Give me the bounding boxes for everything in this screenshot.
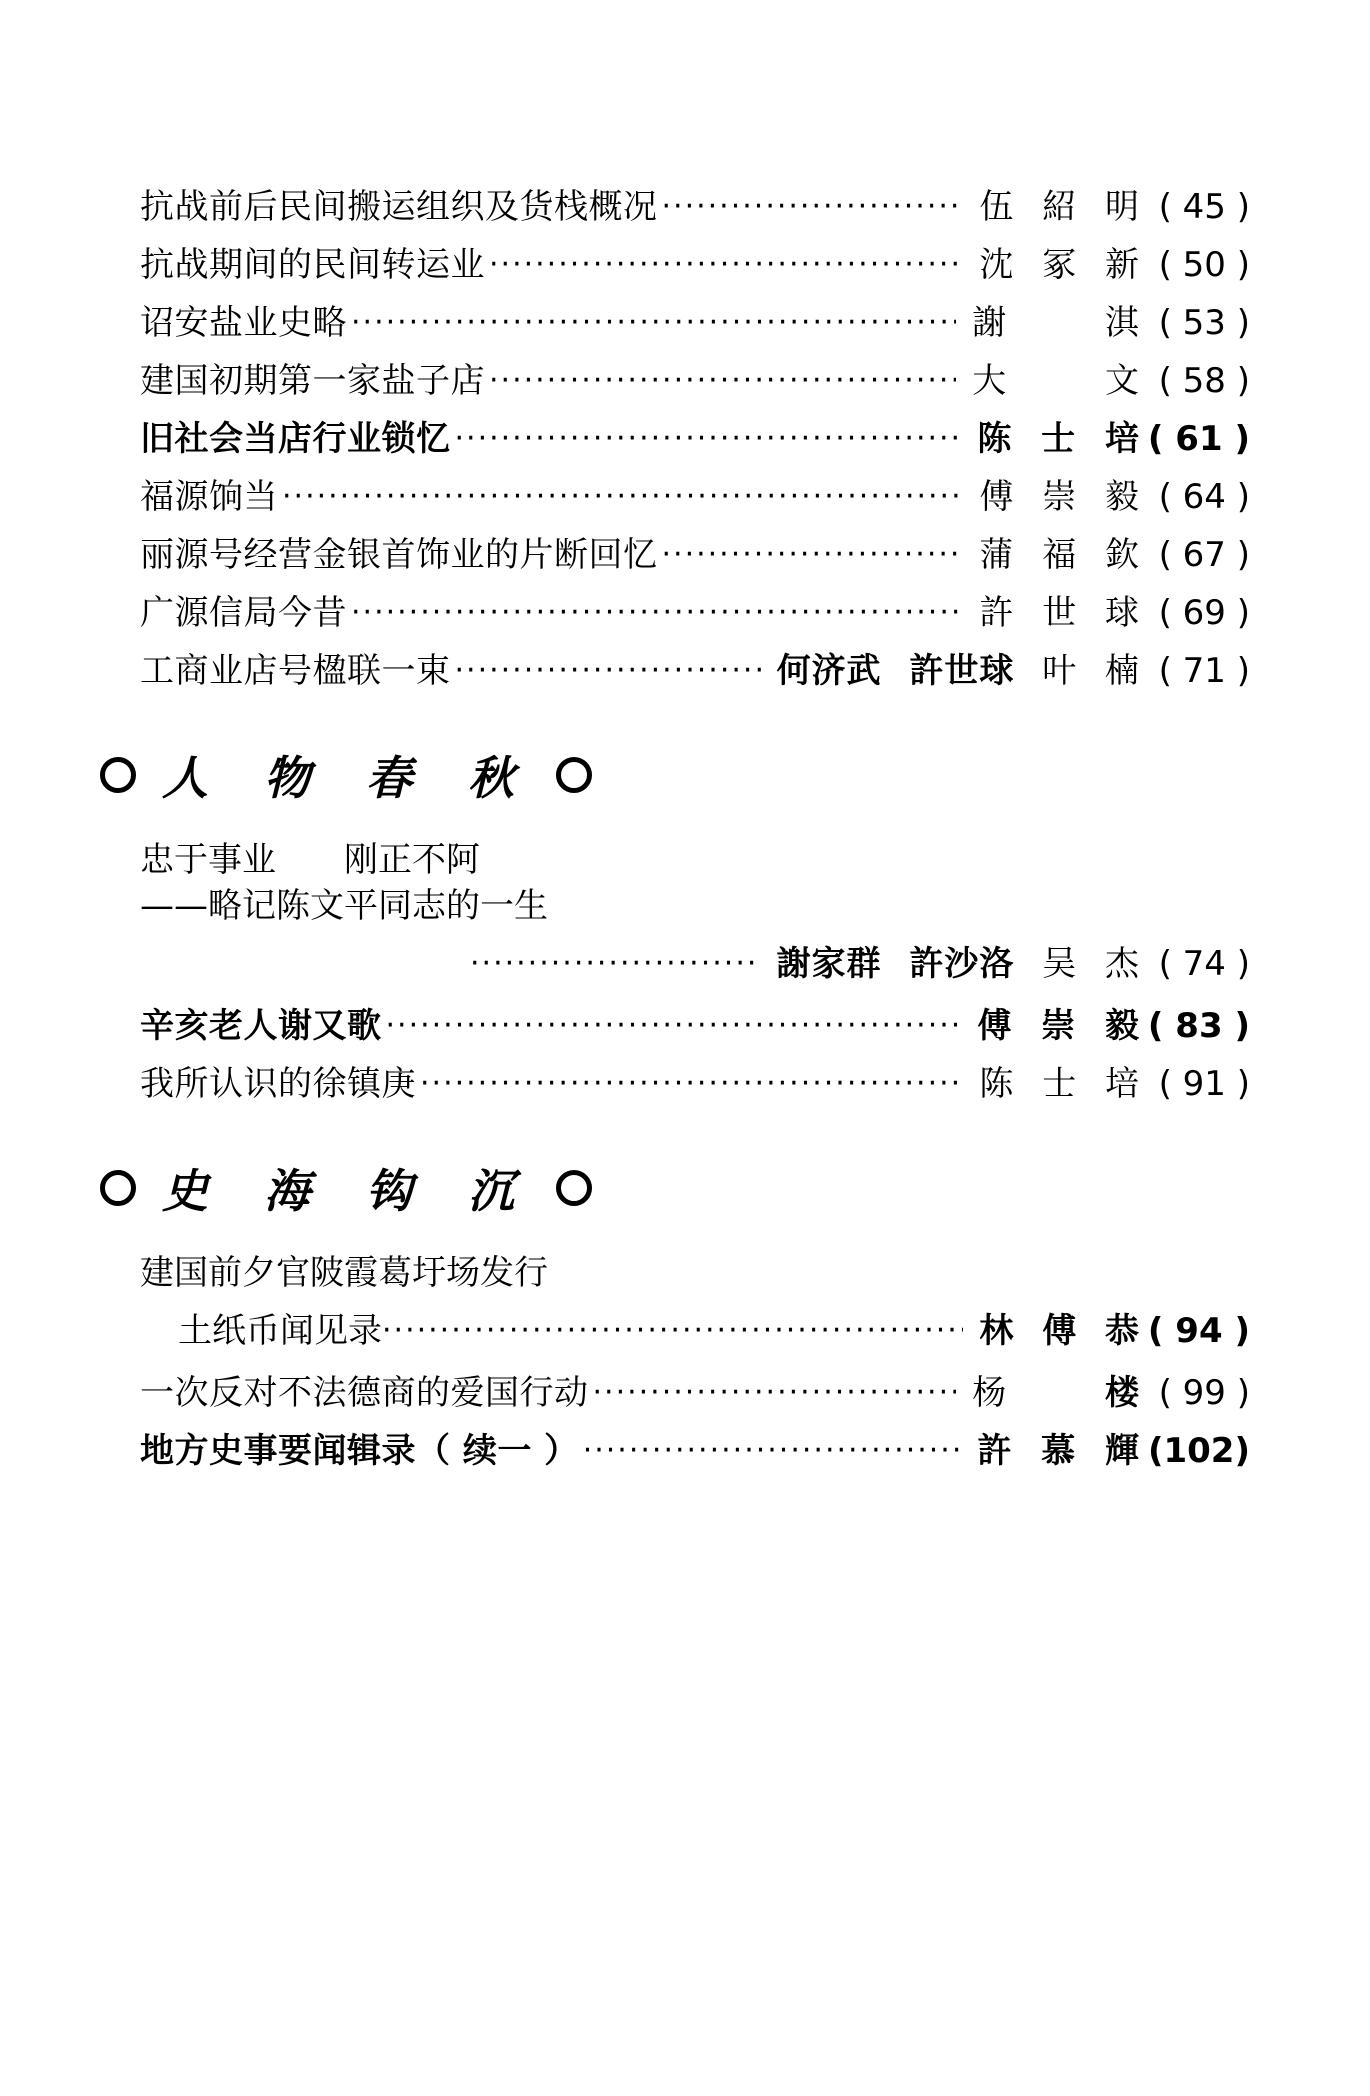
toc-entry-authors [961,1430,1140,1471]
toc-entry [140,477,1250,517]
dot-leader [470,946,761,981]
author-name: 輝 [1105,1430,1140,1471]
toc-entry-title: 旧社会当店行业锁忆 [140,419,451,459]
toc-entry-page: ( 99 ) [1158,1372,1250,1413]
dot-leader [451,424,962,454]
author-name: 冢 [1042,245,1078,285]
author-name: 紹 [1042,187,1078,227]
author-name: 福 [1042,535,1078,575]
toc-entry [140,303,1250,343]
toc-entry-authors [761,651,1140,691]
section-heading-people [100,742,1250,808]
author-name: 世 [1042,593,1078,633]
author-name: 許 [979,593,1015,633]
toc-entry-authors [963,187,1140,227]
author-name: 許世球 [909,651,1015,691]
author-name: 許沙洛 [909,943,1015,984]
author-name: 欽 [1105,535,1140,575]
toc-entry [140,245,1250,285]
table-of-contents [140,187,1250,1492]
toc-entry-authors [956,1372,1140,1413]
author-name: 伍 [979,187,1015,227]
toc-entry-page: ( 53 ) [1158,303,1250,343]
toc-entry-page: ( 45 ) [1158,187,1250,227]
dot-leader [589,1378,957,1408]
toc-entry [140,1430,1250,1471]
author-name: 士 [1041,419,1077,459]
author-name: 慕 [1041,1430,1077,1471]
toc-entry-tail [140,936,1250,985]
toc-entry-authors [956,361,1140,401]
circle-bullet-icon [100,1170,136,1206]
author-name: 陈 [977,419,1013,459]
toc-entry-authors [961,1005,1140,1046]
author-name: 沈 [979,245,1015,285]
circle-bullet-icon [556,757,592,793]
toc-entry-page: ( 83 ) [1147,1005,1250,1046]
author-name: 淇 [1105,303,1140,343]
author-name: 楼 [1105,1372,1140,1413]
toc-entry-title: 工商业店号楹联一束 [140,651,451,691]
author-name: 恭 [1105,1310,1140,1351]
author-name: 球 [1105,593,1140,633]
toc-entry-page: ( 64 ) [1158,477,1250,517]
toc-entry-authors [963,1063,1140,1104]
author-name: 崇 [1041,1005,1077,1046]
author-name: 蒲 [979,535,1015,575]
dot-leader [658,192,964,222]
section-title: 人 物 春 秋 [162,751,535,805]
toc-entry [140,535,1250,575]
toc-entry-multiline [140,1251,1250,1352]
author-name: 陈 [979,1063,1015,1104]
section-title: 史 海 钩 沉 [162,1163,535,1218]
toc-entry-title-line2: ——略记陈文平同志的一生 [140,885,548,926]
toc-entry-authors [963,1303,1140,1352]
dot-leader [382,1011,962,1041]
toc-entry-page: ( 50 ) [1158,245,1250,285]
toc-entry-title: 建国初期第一家盐子店 [140,361,485,401]
toc-entry-page: ( 67 ) [1158,535,1250,575]
toc-entry-title: 一次反对不法德商的爱国行动 [140,1372,589,1413]
toc-entry-authors [956,303,1140,343]
author-name: 林 [979,1310,1015,1351]
toc-entry [140,1063,1250,1104]
author-name: 培 [1105,419,1140,459]
toc-entry-authors [963,245,1140,285]
author-name: 謝 [972,303,1008,343]
author-name: 培 [1105,1063,1140,1104]
toc-entry-title-line1: 建国前夕官陂霞葛圩场发行 [140,1252,548,1293]
toc-entry [140,1372,1250,1413]
author-name: 文 [1105,361,1140,401]
author-name: 傅 [1042,1310,1078,1351]
author-name: 毅 [1105,1005,1140,1046]
toc-entry-title: 抗战前后民间搬运组织及货栈概况 [140,187,658,227]
toc-entry-title-line2: 土纸币闻见录 [178,1310,382,1351]
toc-entry-page: ( 94 ) [1147,1310,1250,1351]
dot-leader [485,366,956,396]
dot-leader [579,1436,962,1466]
toc-entry [140,187,1250,227]
author-name: 明 [1105,187,1140,227]
toc-entry-authors [961,419,1140,459]
toc-entry-page: (102) [1147,1430,1250,1471]
toc-entry-page: ( 91 ) [1158,1063,1250,1104]
circle-bullet-icon [556,1170,592,1206]
author-name: 杰 [1105,943,1140,984]
toc-entry-page: ( 58 ) [1158,361,1250,401]
toc-entry [140,651,1250,691]
author-name: 許 [977,1430,1013,1471]
toc-entry-title-line1: 忠于事业 刚正不阿 [140,840,480,880]
toc-entry [140,419,1250,459]
author-name: 叶 [1042,651,1078,691]
toc-entry-title: 丽源号经营金银首饰业的片断回忆 [140,535,658,575]
toc-entry-title: 抗战期间的民间转运业 [140,245,485,285]
dot-leader [451,656,761,686]
toc-entry-title: 福源饷当 [140,477,278,517]
toc-entry-title: 地方史事要闻辑录（ 续一 ） [140,1430,579,1471]
author-name: 謝家群 [776,943,882,984]
author-name: 楠 [1105,651,1140,691]
dot-leader [347,308,956,338]
toc-entry-multiline [140,838,1250,985]
toc-entry-title: 诏安盐业史略 [140,303,347,343]
author-name: 杨 [972,1372,1008,1413]
dot-leader [382,1313,963,1348]
toc-entry-page: ( 71 ) [1158,651,1250,691]
author-name: 崇 [1042,477,1078,517]
author-name: 毅 [1105,477,1140,517]
toc-entry [140,361,1250,401]
author-name: 大 [972,361,1008,401]
toc-entry-tail [140,1303,1250,1352]
section-heading-history [100,1155,1250,1221]
toc-entry-authors [963,477,1140,517]
author-name: 士 [1042,1063,1078,1104]
toc-entry-title: 辛亥老人谢又歌 [140,1005,382,1046]
author-name: 傅 [979,477,1015,517]
dot-leader [658,540,964,570]
toc-entry [140,1005,1250,1046]
toc-entry-title: 我所认识的徐镇庚 [140,1063,416,1104]
author-name: 新 [1105,245,1140,285]
toc-entry-authors [963,535,1140,575]
toc-entry-authors [761,936,1140,985]
toc-entry-page: ( 69 ) [1158,593,1250,633]
toc-entry-page: ( 61 ) [1147,419,1250,459]
circle-bullet-icon [100,757,136,793]
toc-entry-authors [963,593,1140,633]
author-name: 何济武 [776,651,882,691]
toc-entry [140,593,1250,633]
dot-leader [485,250,963,280]
dot-leader [347,598,963,628]
dot-leader [278,482,963,512]
author-name: 吴 [1042,943,1078,984]
dot-leader [416,1069,963,1099]
author-name: 傅 [977,1005,1013,1046]
toc-entry-page: ( 74 ) [1158,943,1250,984]
toc-entry-title: 广源信局今昔 [140,593,347,633]
